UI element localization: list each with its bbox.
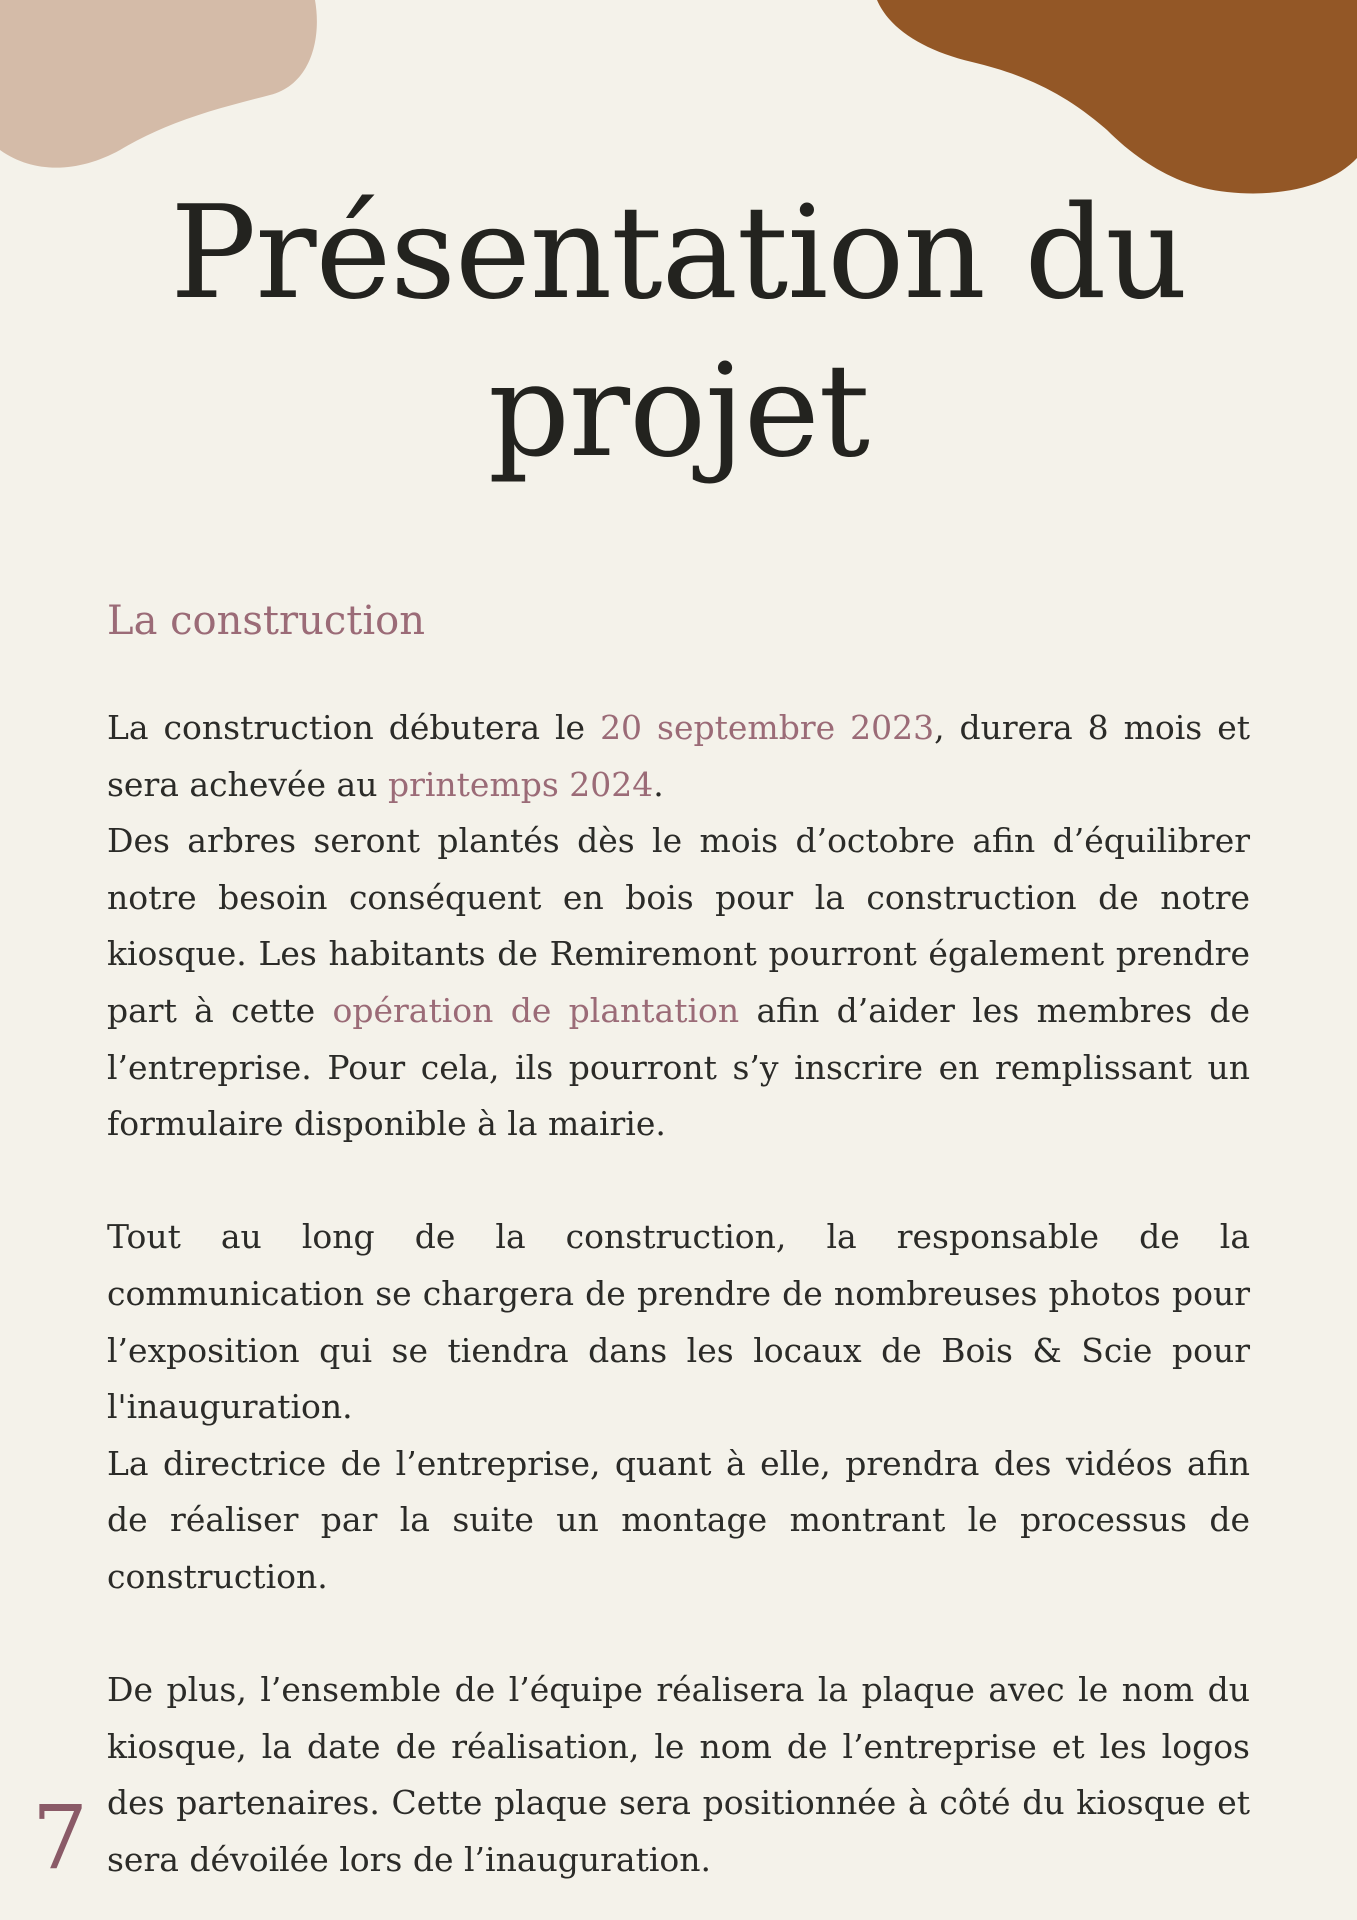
paragraph-text: La construction débutera le: [107, 708, 601, 747]
paragraph-construction-dates: [107, 700, 1250, 813]
page-number: 7: [32, 1786, 88, 1889]
highlight-start-date: 20 septembre 2023: [600, 708, 935, 747]
decorative-blob-top-right: [877, 0, 1357, 200]
paragraph-text: , durera 8 mois et sera achevée au: [107, 708, 1250, 804]
highlight-planting-operation: opération de plantation: [332, 990, 740, 1030]
paragraph-plaque: De plus, l’ensemble de l’équipe réalisera la plaque avec le nom du kiosque, la date de réalisation, le nom de l’entreprise et les logos des partenaires. Cette plaque sera positionnée à côté du kiosque et sera dévoilée lors de l’inauguration.: [107, 1670, 1250, 1879]
decorative-blob-top-left: [0, 0, 330, 175]
paragraph-tree-planting: [107, 813, 1250, 1153]
highlight-end-date: printemps 2024: [387, 764, 654, 804]
paragraph-text: .: [653, 764, 664, 804]
paragraph-text: Des arbres seront plantés dès le mois d’octobre afin d’équilibrer notre besoin conséquent en bois pour la construction de notre kiosque. Les habitants de Remiremont pourront également prendre part à cette: [107, 821, 1250, 1030]
page-title: [0, 175, 1357, 491]
body-text: [107, 700, 1250, 1888]
page-title-line-1: Présentation du: [170, 179, 1187, 328]
section-heading: La construction: [107, 598, 425, 644]
paragraph-videos: La directrice de l’entreprise, quant à elle, prendra des vidéos afin de réaliser par la suite un montage montrant le processus de construction.: [107, 1443, 1250, 1596]
page-title-line-2: projet: [487, 337, 870, 486]
paragraph-text: afin d’aider les membres de l’entreprise. Pour cela, ils pourront s’y inscrire en remplissant un formulaire disponible à la mairie.: [107, 990, 1251, 1144]
paragraph-photos: Tout au long de la construction, la responsable de la communication se chargera de prendre de nombreuses photos pour l’exposition qui se tiendra dans les locaux de Bois & Scie pour l'inauguration.: [107, 1217, 1250, 1427]
